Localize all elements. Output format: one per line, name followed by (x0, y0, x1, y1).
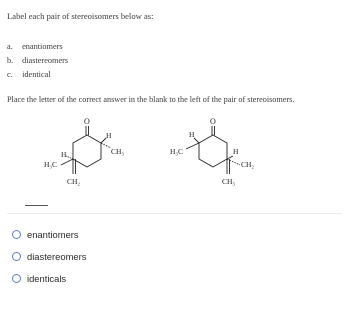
right-h-label: H (233, 147, 239, 156)
instruction-text: Label each pair of stereoisomers below as: (7, 11, 154, 21)
option-letter: c. (7, 70, 13, 79)
left-ch2-label: CH₂ (67, 177, 81, 186)
radio-button[interactable] (12, 252, 21, 261)
option-a (7, 42, 63, 51)
choice-label: identicals (27, 272, 67, 284)
radio-button[interactable] (12, 274, 21, 283)
choice-diastereomers[interactable] (12, 249, 86, 263)
right-o-label: O (210, 117, 216, 126)
choice-label: enantiomers (27, 228, 79, 240)
option-letter: a. (7, 42, 13, 51)
left-h3c-label: H₃C (44, 160, 58, 169)
right-ch3-label: CH₃ (222, 177, 236, 186)
choice-identicals[interactable] (12, 271, 66, 285)
left-ring (73, 135, 101, 167)
answer-blank (25, 205, 48, 206)
option-text: enantiomers (22, 42, 63, 51)
option-c (7, 70, 51, 79)
left-h-label: H (61, 150, 67, 159)
right-ch2-label: CH₂ (241, 160, 255, 169)
stereoisomer-pair-diagram (0, 110, 350, 320)
left-h-top-label: H (106, 131, 112, 140)
left-o-label: O (84, 117, 90, 126)
option-letter: b. (7, 56, 14, 65)
right-ring (199, 135, 227, 167)
option-text: diastereomers (22, 56, 69, 65)
option-text: identical (22, 70, 51, 79)
choice-label: diastereomers (27, 250, 87, 262)
choice-enantiomers[interactable] (12, 227, 79, 241)
place-instruction-text: Place the letter of the correct answer in the blank to the left of the pair of stereoisomers. (7, 95, 295, 104)
radio-button[interactable] (12, 230, 21, 239)
left-ch3-label: CH₃ (111, 147, 125, 156)
divider (7, 213, 342, 214)
right-h3c-label: H₃C (170, 147, 184, 156)
option-b (7, 56, 68, 65)
right-h-top-label: H (189, 130, 195, 139)
